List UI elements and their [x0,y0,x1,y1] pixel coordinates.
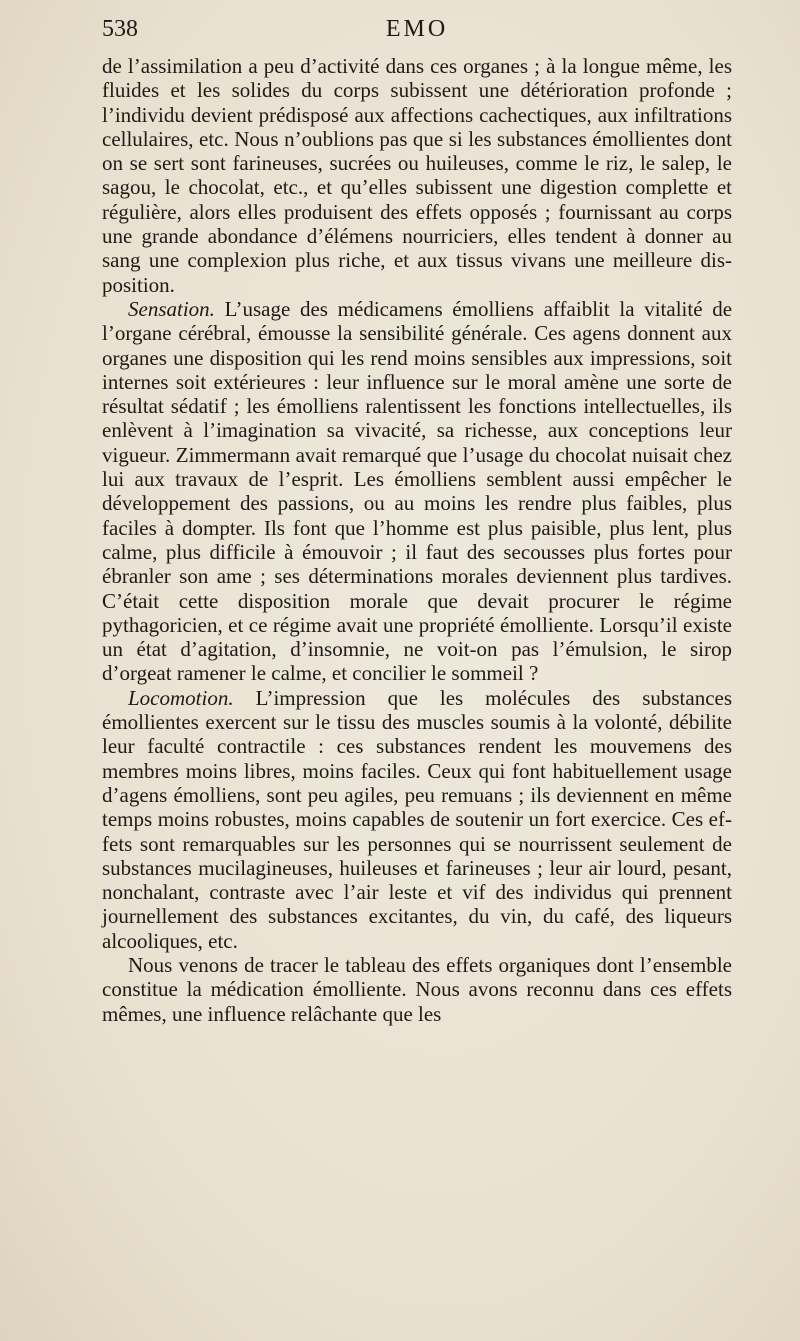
paragraph-text: L’impression que les molécules des substances émollientes exercent sur le tissu des muscles soumis à la volonté, débilite leur faculté contractile : ces substances rendent les mouvemens des membres moins libres, moins faciles. Ceux qui font habituellement usage d’agens émolliens, sont peu agiles, peu remuans ; ils deviennent en même temps moins robustes, moins capables de soutenir un fort exercice. Ces effets sont remarquables sur les personnes qui se nourrissent seulement de substances mucilagineuses, huileuses et farineuses ; leur air lourd, pesant, nonchalant, contraste avec l’air leste et vif des individus qui prennent journellement des substances excitantes, du vin, du café, des liqueurs alcooliques, etc. [102,685,733,953]
paragraph-sensation [102,297,732,686]
running-head: EMO [385,16,449,42]
paragraph-text: L’usage des médicamens émolliens affaiblit la vitalité de l’organe cérébral, émousse la sensibilité générale. Ces agens donnent aux organes une disposition qui les rend moins sensibles aux impressions, soit internes soit extérieures : leur influence sur le moral amène une sorte de résultat sédatif ; les émolliens ralentissent les fonctions intellectuelles, ils enlèvent à l’imagination sa vivacité, sa richesse, aux conceptions leur vigueur. Zimmermann avait remarqué que l’usage du chocolat nuisait chez lui aux travaux de l’esprit. Les émolliens semblent aussi empêcher le développement des passions, ou au moins les rendre plus faibles, plus faciles à dompter. Ils font que l’homme est plus paisible, plus lent, plus calme, plus difficile à émouvoir ; il faut des secousses plus fortes pour ébranler son ame ; ses déterminations morales deviennent plus tardives. C’était cette disposition morale que devait procurer le régime pythagoricien, et ce régime avait une propriété émolliente. Lorsqu’il existe un état d’agitation, d’insomnie, ne voit-on pas l’émulsion, le sirop d’orgeat ramener le calme, et concilier le sommeil ? [102,296,733,686]
section-title-sensation: Sensation. [128,296,215,321]
paragraph-text: Nous venons de tracer le tableau des effets organiques dont l’ensemble constitue la médication émolliente. Nous avons reconnu dans ces effets mêmes, une influence relâchante que les [102,952,732,1026]
paragraph-conclusion [102,953,732,1026]
paragraph-continuation [102,54,732,297]
paragraph-locomotion [102,686,732,953]
body-text [102,54,732,1026]
page-number: 538 [102,16,138,42]
section-title-locomotion: Locomotion. [128,685,234,710]
paragraph-text: de l’assimilation a peu d’activité dans ces organes ; à la longue même, les fluides et les solides du corps subissent une détérioration profonde ; l’individu devient prédisposé aux affections cachectiques, aux infiltrations cellulaires, etc. Nous n’oublions pas que si les substances émollientes dont on se sert sont farineuses, sucrées ou huileuses, comme le riz, le salep, le sagou, le chocolat, etc., et qu’elles subissent une digestion complette et régulière, alors elles produisent des effets opposés ; fournissant au corps une grande abondance d’élémens nourriciers, elles tendent à donner au sang une complexion plus riche, et aux tissus vivans une meilleure disposition. [102,54,732,297]
page-header [102,14,732,54]
